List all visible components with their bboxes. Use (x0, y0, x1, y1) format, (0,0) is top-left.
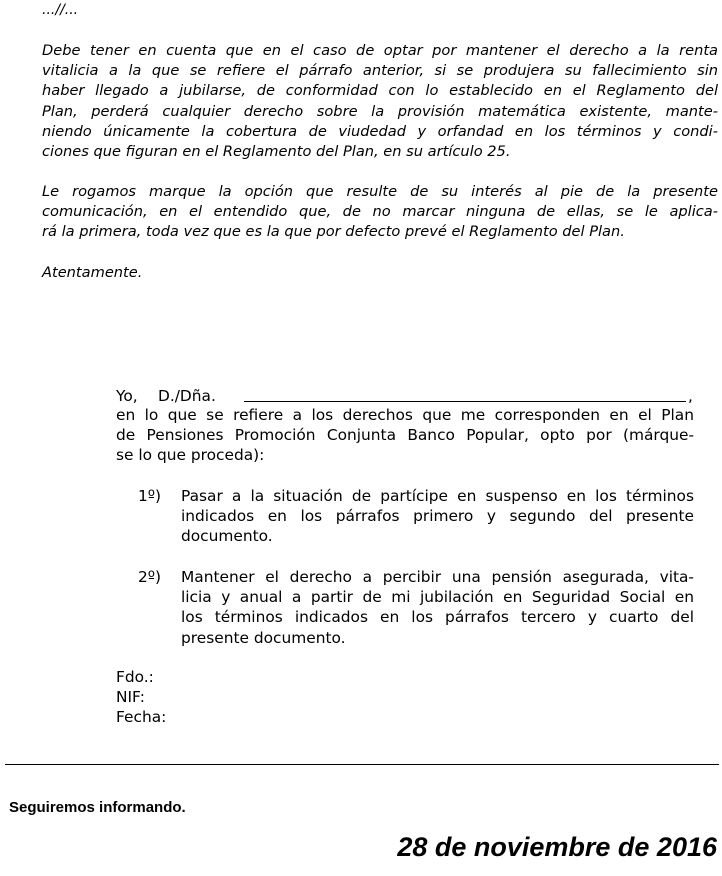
continuation-mark: ...//... (42, 2, 79, 18)
fecha-label: Fecha: (116, 708, 167, 726)
name-comma: , (688, 387, 693, 405)
sign-off: Atentamente. (42, 264, 143, 281)
option-1-number: 1º) (138, 487, 162, 505)
paragraph-line: ciones que figuran en el Reglamento del Plan, en su artículo 25. (42, 143, 511, 161)
nif-label: NIF: (116, 688, 145, 706)
form-intro-line: en lo que se refiere a los derechos que me corresponden en el Plan (116, 406, 694, 424)
yo-label: Yo, (116, 387, 138, 405)
divider-rule (5, 764, 719, 765)
paragraph-line: Plan, perderá cualquier derecho sobre la provisión matemática existente, mante- (42, 102, 718, 120)
paragraph-line: vitalicia a la que se refiere el párrafo anterior, si se produjera su fallecimiento sin (42, 62, 718, 80)
name-blank-field[interactable] (244, 401, 686, 402)
fdo-label: Fdo.: (116, 668, 154, 686)
paragraph-line: Debe tener en cuenta que en el caso de optar por mantener el derecho a la renta (42, 42, 718, 59)
signature-fields (116, 667, 166, 727)
paragraph-line: niendo únicamente la cobertura de viudedad y orfandad en los términos y condi- (42, 122, 718, 140)
paragraph-line: haber llegado a jubilarse, de conformidad con lo establecido en el Reglamento del (42, 82, 718, 100)
paragraph-line: rá la primera, toda vez que es la que por defecto prevé el Reglamento del Plan. (42, 223, 625, 241)
paragraph-renta-vitalicia (42, 41, 718, 162)
paragraph-marque-opcion (42, 182, 718, 243)
dna-label: D./Dña. (158, 387, 216, 405)
paragraph-line: Le rogamos marque la opción que resulte de su interés al pie de la presente (42, 183, 718, 200)
paragraph-line: comunicación, en el entendido que, de no marcar ninguna de ellas, se le aplica- (42, 203, 718, 221)
form-intro (116, 405, 694, 466)
document-date: 28 de noviembre de 2016 (397, 832, 717, 862)
name-line (116, 386, 694, 406)
form-intro-line: de Pensiones Promoción Conjunta Banco Popular, opto por (márque- (116, 426, 694, 445)
closing-text: Seguiremos informando. (9, 799, 186, 816)
form-intro-line: se lo que proceda): (116, 446, 265, 465)
option-2-text: Mantener el derecho a percibir una pensión asegurada, vita- licia y anual a partir de mi jubilación en Seguridad Social en los términos indicados en los párrafos tercero y cuarto del presente documento. (181, 568, 694, 647)
option-1-text: Pasar a la situación de partícipe en suspenso en los términos indicados en los párrafos primero y segundo del presente documento. (181, 487, 694, 546)
option-2-number: 2º) (138, 568, 162, 586)
